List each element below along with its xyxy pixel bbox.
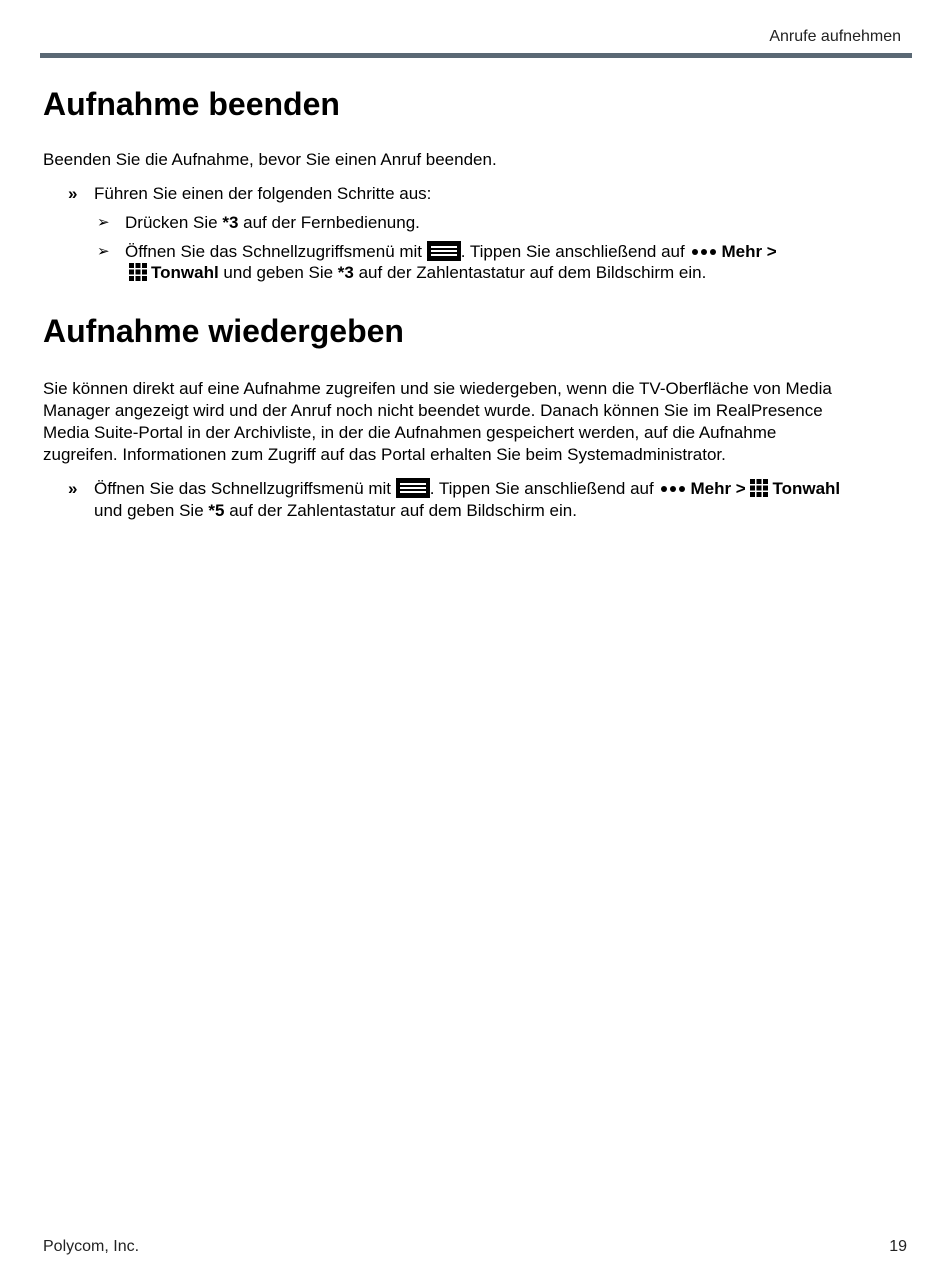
paragraph-line: Media Suite-Portal in der Archivliste, in der die Aufnahmen gespeichert werden, auf die Aufnahme: [43, 423, 777, 442]
step-text: auf der Zahlentastatur auf dem Bildschirm ein.: [224, 501, 577, 520]
more-label: Mehr >: [690, 479, 746, 498]
dialpad-icon: [129, 263, 147, 281]
footer-company: Polycom, Inc.: [43, 1238, 140, 1255]
tone-label: Tonwahl: [772, 479, 841, 498]
more-dots-icon: [691, 241, 717, 251]
dialpad-icon: [750, 479, 768, 497]
running-header: Anrufe aufnehmen: [769, 28, 901, 45]
substep-text: auf der Zahlentastatur auf dem Bildschirm ein.: [353, 263, 707, 282]
tone-label: Tonwahl: [151, 263, 219, 282]
key-code: *5: [208, 501, 225, 520]
step-play-line2: [94, 500, 914, 522]
section2-paragraph: [43, 378, 913, 466]
substep-text: Drücken Sie: [125, 213, 223, 232]
paragraph-line: Manager angezeigt wird und der Anruf noch nicht beendet wurde. Danach können Sie im RealPresence: [43, 401, 823, 420]
footer-page-number: 19: [889, 1238, 907, 1255]
substep-marker: ➢: [97, 214, 110, 231]
step-text: Öffnen Sie das Schnellzugriffsmenü mit: [94, 479, 396, 498]
substep-text: . Tippen Sie anschließend auf: [460, 242, 690, 261]
section1-intro: Beenden Sie die Aufnahme, bevor Sie einen Anruf beenden.: [43, 150, 497, 169]
section-title-stop-recording: Aufnahme beenden: [43, 86, 340, 122]
substep-text: Öffnen Sie das Schnellzugriffsmenü mit: [125, 242, 427, 261]
substep-text: und geben Sie: [218, 263, 338, 282]
substep-menu-line2: [129, 262, 889, 284]
menu-icon: [427, 241, 461, 261]
step-bullet: »: [68, 479, 78, 498]
key-code: *3: [337, 263, 354, 282]
header-rule: [40, 53, 912, 58]
step-text: . Tippen Sie anschließend auf: [429, 479, 659, 498]
step-text: und geben Sie: [94, 501, 209, 520]
paragraph-line: Sie können direkt auf eine Aufnahme zugreifen und sie wiedergeben, wenn die TV-Oberfläche von Media: [43, 379, 832, 398]
section-title-play-recording: Aufnahme wiedergeben: [43, 313, 404, 349]
more-label: Mehr >: [721, 242, 777, 261]
key-code: *3: [222, 213, 239, 232]
step-bullet: »: [68, 184, 78, 203]
substep-text: auf der Fernbedienung.: [238, 213, 420, 232]
more-dots-icon: [660, 478, 686, 488]
substep-marker: ➢: [97, 243, 110, 260]
substep-menu-line1: [125, 241, 885, 263]
step-instruction: Führen Sie einen der folgenden Schritte aus:: [94, 184, 432, 203]
substep-remote: [125, 212, 420, 234]
paragraph-line: zugreifen. Informationen zum Zugriff auf das Portal erhalten Sie beim Systemadministrator.: [43, 445, 726, 464]
menu-icon: [396, 478, 430, 498]
step-play-line1: [94, 478, 914, 500]
